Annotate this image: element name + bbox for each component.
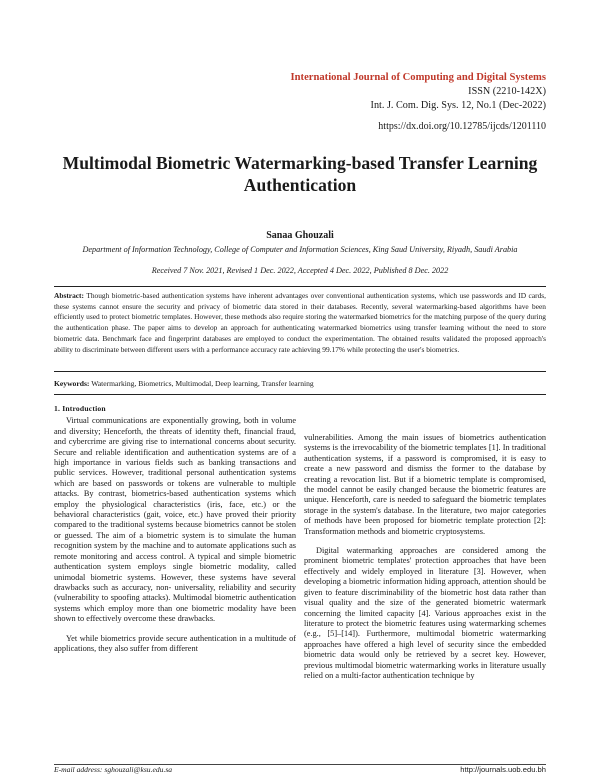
keywords-text: Watermarking, Biometrics, Multimodal, Deep learning, Transfer learning [91, 379, 314, 388]
doi-link[interactable]: https://dx.doi.org/10.12785/ijcds/1201110 [378, 121, 546, 132]
email-label: E-mail address: [54, 765, 103, 774]
keywords-label: Keywords: [54, 379, 90, 388]
journal-name: International Journal of Computing and Digital Systems [290, 72, 546, 83]
section-heading: 1. Introduction [54, 404, 106, 413]
abstract-label: Abstract: [54, 291, 84, 300]
paragraph: Virtual communications are exponentially growing, both in volume and diversity; Henceforth, the threats of identity theft, financial fraud, and cybercrime are giving rise to international concerns about security. Secure and reliable identification and authentication systems are of a high importance in various fields such as banking transactions and public services. However, traditional personal authentication systems which are based on passwords or tokens are vulnerable to multiple attacks. By contrast, biometrics-based authentication systems which employ the physiological characteristics (iris, face, etc.) or the behavioral characteristics (gait, voice, etc.) have proved their priority compared to the traditional systems because biometrics cannot be stolen or guessed. The aim of a biometric system is to simulate the human recognition system by the machine and to automate applications such as remote monitoring and access control. A typical and simple biometric authentication system employs single biometric modality, called unimodal biometric systems. However, these systems have several drawbacks such as accuracy, non- universality, reliability and security (vulnerability to spoofing attacks). Multimodal biometric authentication systems which employ more than one biometric modality have been shown to effectively overcome these drawbacks. [54, 416, 296, 624]
abstract-text: Though biometric-based authentication systems have inherent advantages over conventional authentication systems, which use passwords and ID cards, these systems cannot ensure the security and privacy of biometric data stored in their databases. Recently, several watermarking-based algorithms have been efficiently used to protect biometric templates. However, these methods also require storing the watermarked biometrics for the matching purpose of the query during the authentication phase. The paper aims to develop an approach for authenticating watermarked biometrics using transfer learning without the need to store biometric data. Benchmark face and fingerprint databases are employed to conduct the experimentation. The obtained results validated the proposed approach's ability to discriminate between different users with a performance accuracy rate achieving 99.17% while protecting the user's biometrics. [54, 291, 546, 354]
paper-title: Multimodal Biometric Watermarking-based Transfer Learning Authentication [62, 153, 538, 195]
publication-dates: Received 7 Nov. 2021, Revised 1 Dec. 2022, Accepted 4 Dec. 2022, Published 8 Dec. 2022 [151, 266, 449, 275]
abstract [54, 291, 546, 355]
footer-email [54, 765, 172, 774]
left-column [54, 404, 296, 654]
journal-issn: ISSN (2210-142X) [468, 86, 546, 97]
author-affiliation: Department of Information Technology, College of Computer and Information Sciences, King Saud University, Riyadh, Saudi Arabia [82, 245, 518, 254]
email-address[interactable]: sghouzali@ksu.edu.sa [104, 765, 173, 774]
journal-citation: Int. J. Com. Dig. Sys. 12, No.1 (Dec-2022) [370, 100, 546, 111]
paper-author: Sanaa Ghouzali [266, 230, 334, 241]
journal-url[interactable]: http://journals.uob.edu.bh [460, 765, 546, 774]
keywords [54, 378, 546, 389]
right-column [304, 433, 546, 681]
paragraph: Digital watermarking approaches are considered among the prominent biometric templates' protection approaches that have been effectively and widely employed in literature [3]. However, when developing a biometric information hiding approach, attention should be given to feature discriminability of the biometric host data rather than visual quality and the size of the generated biometric watermark concerning the limited capacity [4]. Various approaches exist in the literature to protect the biometric features using watermarking schemes (e.g., [5]–[14]). Furthermore, multimodal biometric watermarking approaches have offered a high level of security since the embedded biometric data would only be retrieved by a secret key. However, previous multimodal biometric watermarking works in literature usually relied on a multi-factor authentication technique by [304, 546, 546, 680]
abstract-top-rule [54, 286, 546, 287]
abstract-bottom-rule [54, 371, 546, 372]
journal-header [291, 71, 546, 113]
paragraph: Yet while biometrics provide secure authentication in a multitude of applications, they also suffer from different [54, 633, 296, 653]
keywords-bottom-rule [54, 394, 546, 395]
paragraph: vulnerabilities. Among the main issues of biometrics authentication systems is the irrevocability of the biometric templates [1]. In traditional authentication systems, if a password is compromised, it is easy to create a new password and dismiss the former to the database by creating a revocation list. But if a biometric template is compromised, the model cannot be easily changed because the biometric features are unique. Henceforth, care is needed to safeguard the biometric templates storage in the system's database. In the literature, two major categories of methods have been proposed for biometric template protection [2]: Transformation methods and biometric cryptosystems. [304, 433, 546, 536]
